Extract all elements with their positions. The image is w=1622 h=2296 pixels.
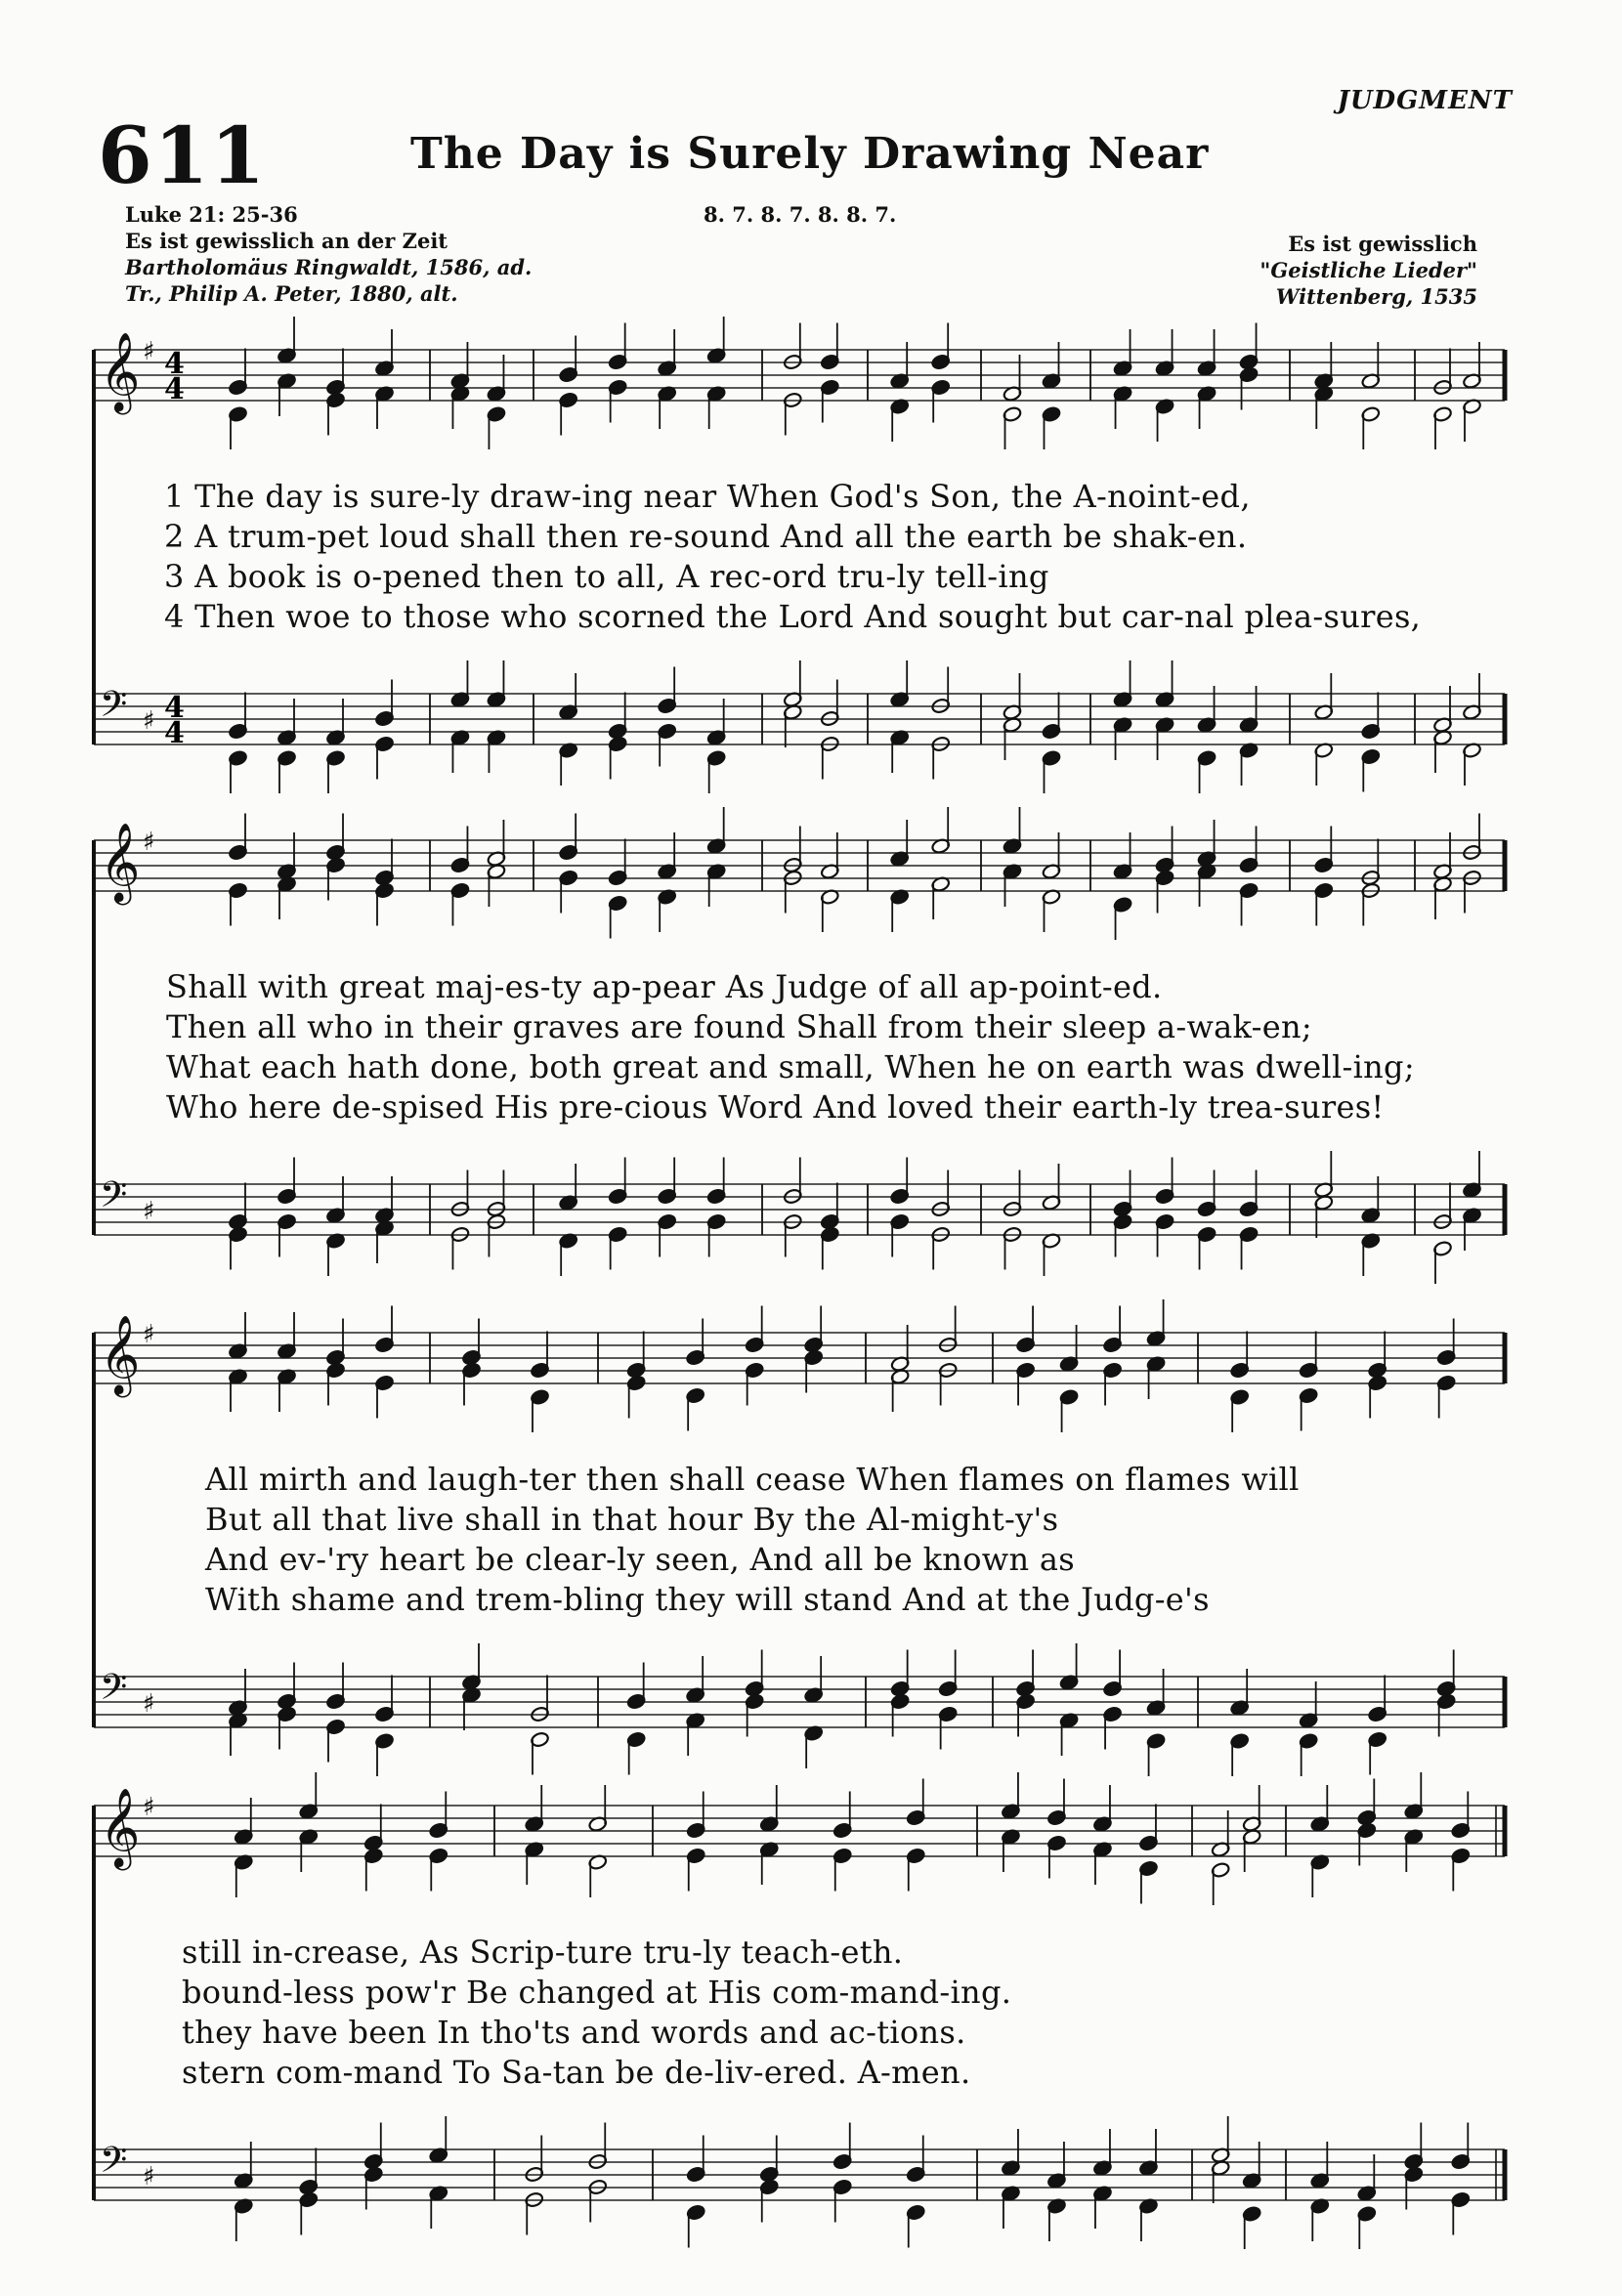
bass-clef-icon: 𝄢 (100, 1174, 128, 1224)
bass-clef-icon: 𝄢 (100, 2140, 128, 2190)
lyric-line-verse-3: What each hath done, both great and small, When he on earth was dwell-ing; (166, 1048, 1415, 1085)
lyric-line-verse-1: still in-crease, As Scrip-ture tru-ly teach-eth. (182, 1934, 904, 1971)
lyric-line-verse-4: 4 Then woe to those who scorned the Lord And sought but car-nal plea-sures, (164, 598, 1422, 635)
lyric-line-verse-3: they have been In tho'ts and words and ac-tions. (182, 2014, 966, 2051)
lyric-line-verse-1: Shall with great maj-es-ty ap-pear As Judge of all ap-point-ed. (166, 968, 1163, 1005)
bass-staff (94, 660, 1505, 793)
sharp-icon: ♯ (143, 706, 155, 736)
time-signature-top: 4 (164, 347, 185, 381)
treble-clef-icon: 𝄞 (100, 1787, 141, 1867)
bass-staff (94, 2116, 1505, 2249)
treble-staff (94, 317, 1505, 449)
category-heading: JUDGMENT (1337, 86, 1513, 115)
sharp-icon: ♯ (143, 337, 155, 366)
original-title: Es ist gewisslich an der Zeit (125, 229, 448, 253)
tune-name: Es ist gewisslich (1288, 232, 1477, 256)
bass-staff (94, 1151, 1505, 1284)
lyric-line-verse-1: 1 The day is sure-ly draw-ing near When God's Son, the A-noint-ed, (164, 478, 1251, 515)
bass-staff (94, 1643, 1505, 1776)
treble-clef-icon: 𝄞 (100, 822, 141, 902)
lyric-line-verse-3: 3 A book is o-pened then to all, A rec-ord tru-ly tell-ing (164, 558, 1049, 595)
sharp-icon: ♯ (143, 1689, 155, 1719)
sharp-icon: ♯ (143, 2162, 155, 2191)
sharp-icon: ♯ (143, 828, 155, 857)
tune-origin: Wittenberg, 1535 (1275, 284, 1477, 309)
lyric-line-verse-4: Who here de-spised His pre-cious Word And loved their earth-ly trea-sures! (166, 1088, 1385, 1126)
lyric-line-verse-1: All mirth and laugh-ter then shall cease When flames on flames will (205, 1461, 1300, 1498)
scripture-reference: Luke 21: 25-36 (125, 202, 298, 227)
lyric-line-verse-3: And ev-'ry heart be clear-ly seen, And all be known as (205, 1541, 1075, 1578)
treble-staff (94, 807, 1505, 940)
time-signature-bottom: 4 (164, 372, 185, 406)
sharp-icon: ♯ (143, 1320, 155, 1349)
author-credit: Bartholomäus Ringwaldt, 1586, ad. (125, 255, 533, 279)
bass-clef-icon: 𝄢 (100, 684, 128, 734)
hymn-number: 611 (98, 109, 267, 201)
lyric-line-verse-4: stern com-mand To Sa-tan be de-liv-ered. A-men. (182, 2054, 971, 2091)
treble-clef-icon: 𝄞 (100, 331, 141, 411)
tune-source: "Geistliche Lieder" (1259, 258, 1477, 282)
time-signature-bottom: 4 (164, 716, 185, 750)
lyric-line-verse-4: With shame and trem-bling they will stand And at the Judg-e's (205, 1581, 1210, 1618)
meter: 8. 7. 8. 7. 8. 8. 7. (704, 202, 897, 227)
bass-clef-icon: 𝄢 (100, 1667, 128, 1717)
hymn-title: The Day is Surely Drawing Near (410, 129, 1210, 179)
treble-staff (94, 1772, 1505, 1905)
sharp-icon: ♯ (143, 1793, 155, 1822)
lyric-line-verse-2: Then all who in their graves are found Shall from their sleep a-wak-en; (166, 1008, 1312, 1045)
translator-credit: Tr., Philip A. Peter, 1880, alt. (125, 281, 458, 306)
sharp-icon: ♯ (143, 1197, 155, 1226)
lyric-line-verse-2: bound-less pow'r Be changed at His com-mand-ing. (182, 1974, 1012, 2011)
treble-staff (94, 1299, 1505, 1432)
treble-clef-icon: 𝄞 (100, 1314, 141, 1394)
time-signature-top: 4 (164, 691, 185, 725)
lyric-line-verse-2: But all that live shall in that hour By the Al-might-y's (205, 1501, 1059, 1538)
lyric-line-verse-2: 2 A trum-pet loud shall then re-sound And all the earth be shak-en. (164, 518, 1248, 555)
